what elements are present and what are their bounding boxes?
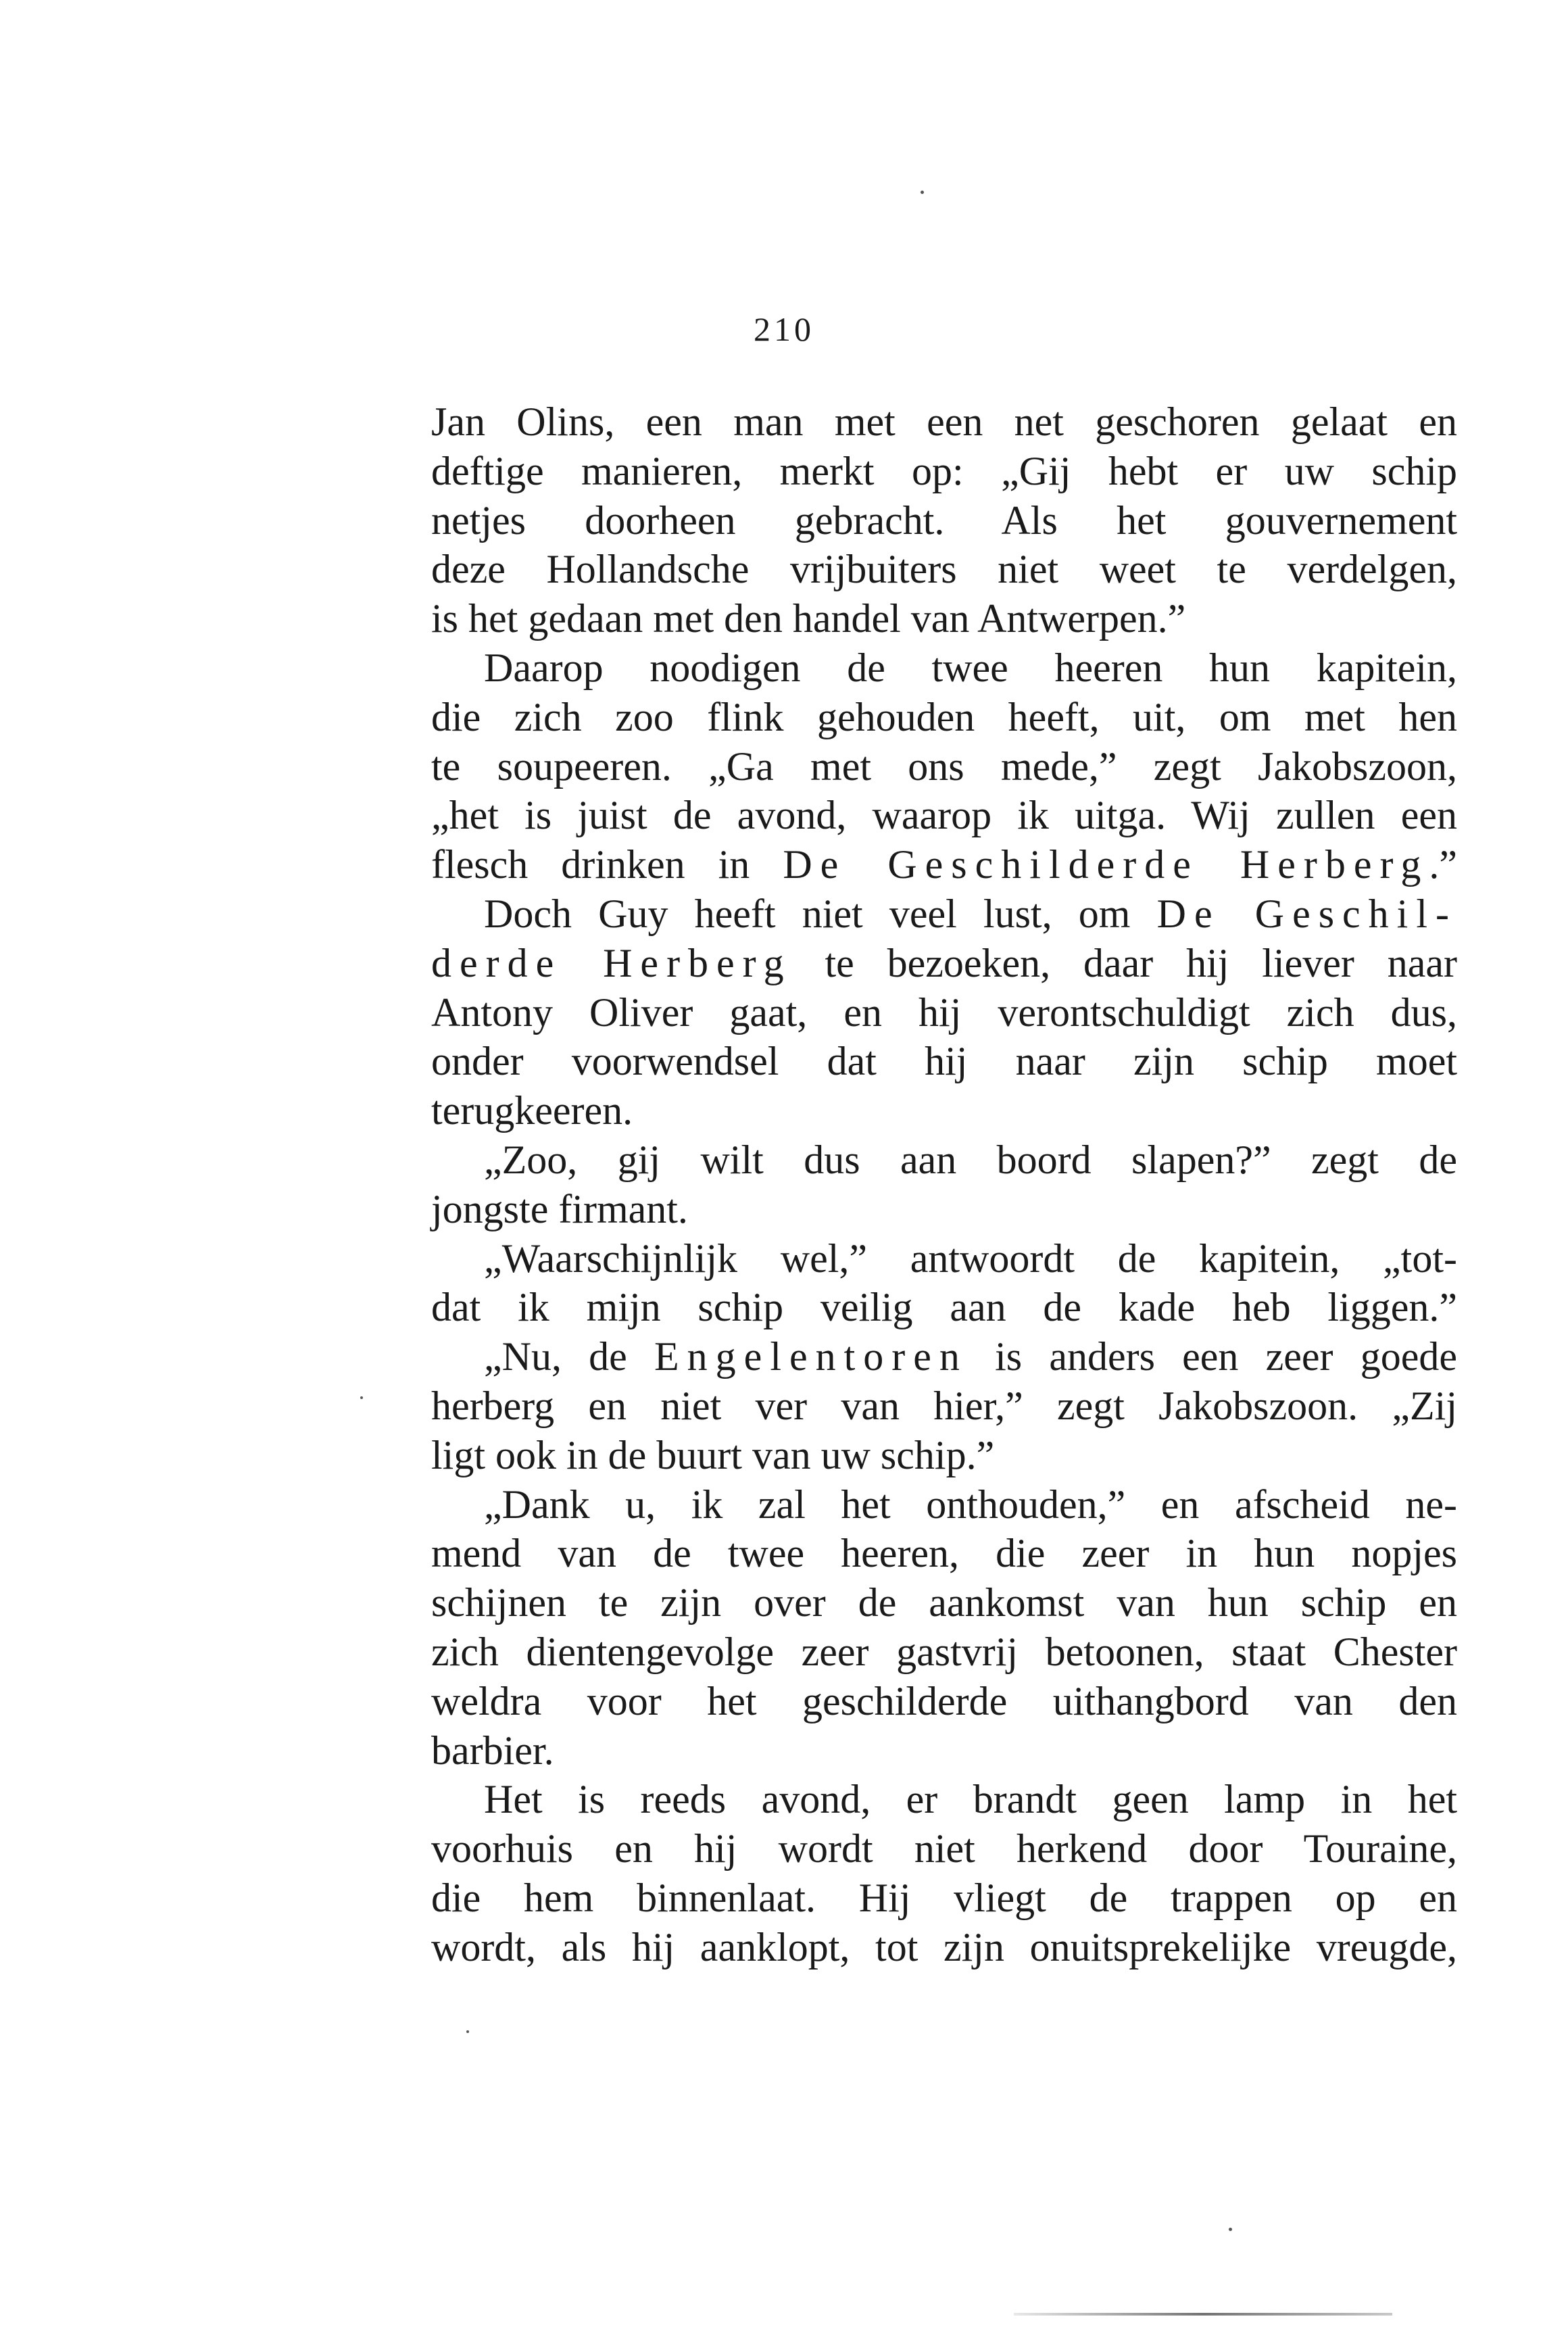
text-segment: zich dientengevolge zeer gastvrij betoonen, staat Chester xyxy=(431,1629,1457,1674)
text-segment: weldra voor het geschilderde uithangbord van den xyxy=(431,1678,1457,1723)
text-line xyxy=(431,742,1457,791)
paper-speck xyxy=(921,191,924,194)
text-line xyxy=(431,1283,1457,1332)
text-segment: ligt ook in de buurt van uw schip.” xyxy=(431,1432,995,1477)
text-line xyxy=(431,643,1457,693)
text-segment: deftige manieren, merkt op: „Gij hebt er uw schip xyxy=(431,448,1457,493)
paper-speck xyxy=(1229,2228,1232,2231)
text-segment: Antony Oliver gaat, en hij verontschuldigt zich dus, xyxy=(431,989,1457,1035)
text-line xyxy=(431,1037,1457,1086)
text-segment: onder voorwendsel dat hij naar zijn schip moet xyxy=(431,1039,1457,1084)
paper-speck xyxy=(466,2030,469,2033)
text-segment: wordt, als hij aanklopt, tot zijn onuitsprekelijke vreugde, xyxy=(431,1924,1457,1969)
text-segment: „het is juist de avond, waarop ik uitga. Wij zullen een xyxy=(431,793,1457,838)
text-line xyxy=(431,1480,1457,1529)
scan-edge-line xyxy=(1014,2313,1392,2316)
text-line xyxy=(431,1529,1457,1578)
text-line xyxy=(431,397,1457,447)
text-segment: „Dank u, ik zal het onthouden,” en afscheid ne- xyxy=(484,1482,1457,1527)
spaced-name: Engelentoren xyxy=(654,1334,968,1379)
text-segment: jongste firmant. xyxy=(431,1186,688,1231)
text-line xyxy=(431,988,1457,1037)
text-line xyxy=(431,1431,1457,1480)
text-segment: dat ik mijn schip veilig aan de kade heb liggen.” xyxy=(431,1285,1457,1330)
text-segment: Daarop noodigen de twee heeren hun kapitein, xyxy=(484,645,1457,690)
text-line xyxy=(431,1234,1457,1283)
paper-speck xyxy=(360,1396,363,1399)
text-segment: „Nu, de xyxy=(484,1334,655,1379)
text-line xyxy=(431,1086,1457,1135)
text-line xyxy=(431,939,1457,988)
text-line xyxy=(431,594,1457,643)
text-line xyxy=(431,1628,1457,1677)
text-segment: te bezoeken, daar hij liever naar xyxy=(791,940,1457,985)
text-segment: voorhuis en hij wordt niet herkend door Touraine, xyxy=(431,1826,1457,1871)
text-line xyxy=(431,1726,1457,1776)
text-segment: flesch drinken in xyxy=(431,842,783,887)
text-line xyxy=(431,1775,1457,1824)
text-segment: die hem binnenlaat. Hij vliegt de trappen op en xyxy=(431,1875,1457,1920)
text-segment: te soupeeren. „Ga met ons mede,” zegt Jakobszoon, xyxy=(431,743,1457,789)
spaced-name: De Geschilderde Herberg xyxy=(783,842,1429,887)
page-number: 210 xyxy=(754,310,814,348)
text-segment: terugkeeren. xyxy=(431,1088,633,1133)
text-segment: is het gedaan met den handel van Antwerpen.” xyxy=(431,596,1186,641)
text-segment: Doch Guy heeft niet veel lust, om xyxy=(484,891,1157,936)
text-segment: Het is reeds avond, er brandt geen lamp in het xyxy=(484,1777,1457,1822)
text-line xyxy=(431,1874,1457,1923)
text-line xyxy=(431,447,1457,496)
text-segment: barbier. xyxy=(431,1728,554,1773)
text-line xyxy=(431,1677,1457,1726)
text-line xyxy=(431,1578,1457,1628)
text-segment: Jan Olins, een man met een net geschoren gelaat en xyxy=(431,399,1457,444)
text-segment: herberg en niet ver van hier,” zegt Jakobszoon. „Zij xyxy=(431,1383,1457,1428)
text-line xyxy=(431,1381,1457,1431)
text-line xyxy=(431,889,1457,939)
text-line xyxy=(431,791,1457,840)
text-line xyxy=(431,840,1457,889)
text-line xyxy=(431,496,1457,545)
spaced-name: derde Herberg xyxy=(431,940,792,985)
text-line xyxy=(431,1185,1457,1234)
spaced-name: De Geschil- xyxy=(1156,891,1457,936)
text-segment: mend van de twee heeren, die zeer in hun nopjes xyxy=(431,1531,1457,1576)
body-text xyxy=(431,397,1457,1972)
text-segment: deze Hollandsche vrijbuiters niet weet te verdelgen, xyxy=(431,547,1457,592)
text-segment: .” xyxy=(1429,842,1457,887)
text-line xyxy=(431,1332,1457,1381)
text-segment: is anders een zeer goede xyxy=(967,1334,1457,1379)
text-segment: „Waarschijnlijk wel,” antwoordt de kapitein, „tot- xyxy=(484,1235,1457,1281)
text-segment: netjes doorheen gebracht. Als het gouvernement xyxy=(431,497,1457,543)
text-line xyxy=(431,1923,1457,1972)
text-segment: schijnen te zijn over de aankomst van hun schip en xyxy=(431,1580,1457,1625)
text-segment: die zich zoo flink gehouden heeft, uit, om met hen xyxy=(431,694,1457,739)
text-line xyxy=(431,693,1457,742)
text-line xyxy=(431,1135,1457,1185)
text-line xyxy=(431,1824,1457,1874)
text-line xyxy=(431,545,1457,594)
text-segment: „Zoo, gij wilt dus aan boord slapen?” zegt de xyxy=(484,1137,1457,1182)
